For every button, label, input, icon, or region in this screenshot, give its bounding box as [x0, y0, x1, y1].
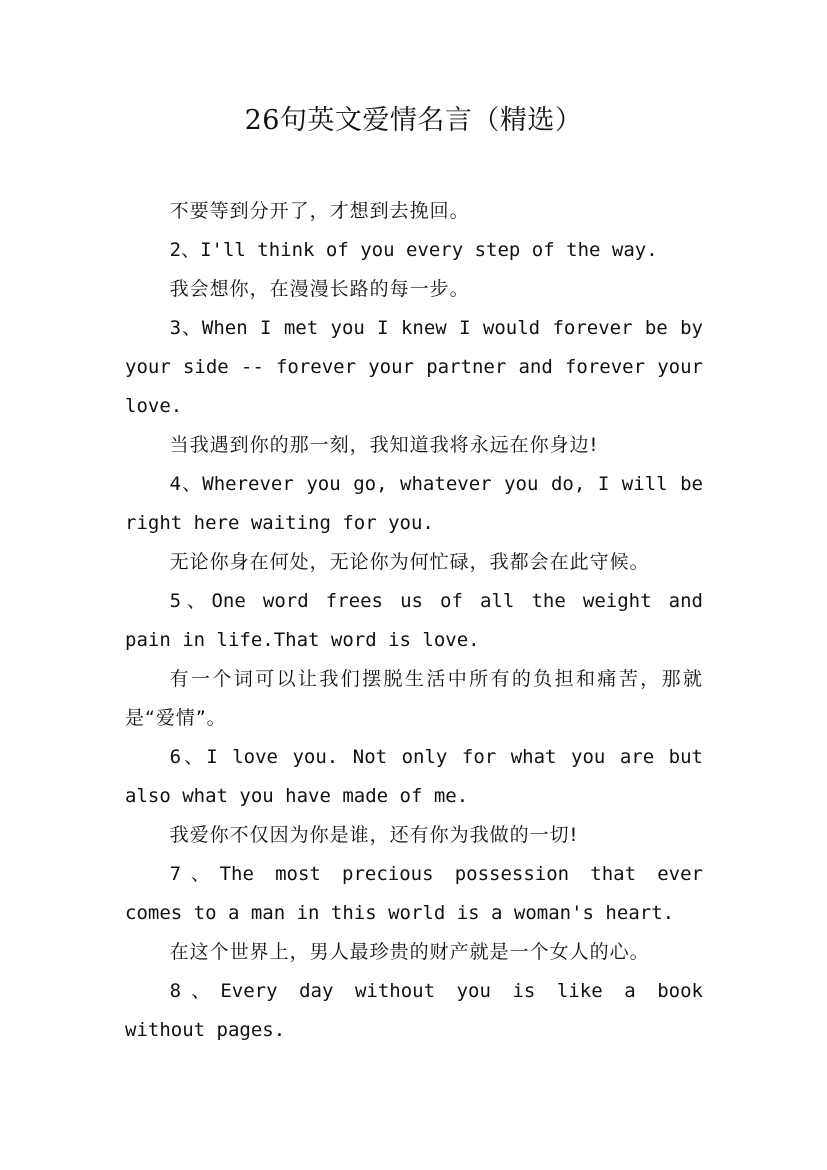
paragraph-chinese: 无论你身在何处，无论你为何忙碌，我都会在此守候。 — [169, 551, 650, 573]
document-title: 26句英文爱情名言（精选） — [244, 105, 583, 136]
quote-7: 7、The most precious possession that ever comes to a man in this world is a woman's heart. — [125, 863, 703, 924]
paragraph-chinese: 当我遇到你的那一刻，我知道我将永远在你身边! — [169, 434, 599, 456]
quote-2: 2、I'll think of you every step of the way. — [169, 239, 658, 261]
quote-4: 4、Wherever you go, whatever you do, I will be right here waiting for you. — [125, 473, 703, 534]
paragraph-chinese: 我会想你，在漫漫长路的每一步。 — [169, 278, 470, 300]
document-body — [125, 192, 703, 1050]
paragraph-chinese: 我爱你不仅因为你是谁，还有你为我做的一切! — [169, 824, 579, 846]
paragraph-chinese: 在这个世界上，男人最珍贵的财产就是一个女人的心。 — [169, 941, 650, 963]
quote-6: 6、I love you. Not only for what you are but also what you have made of me. — [125, 746, 703, 807]
quote-5: 5、One word frees us of all the weight and pain in life.That word is love. — [125, 590, 703, 651]
paragraph-chinese: 有一个词可以让我们摆脱生活中所有的负担和痛苦，那就是“爱情”。 — [125, 668, 703, 729]
paragraph-chinese: 不要等到分开了，才想到去挽回。 — [169, 200, 470, 222]
quote-8: 8、Every day without you is like a book without pages. — [125, 980, 703, 1041]
quote-3: 3、When I met you I knew I would forever be by your side -- forever your partner and forever your love. — [125, 317, 703, 417]
